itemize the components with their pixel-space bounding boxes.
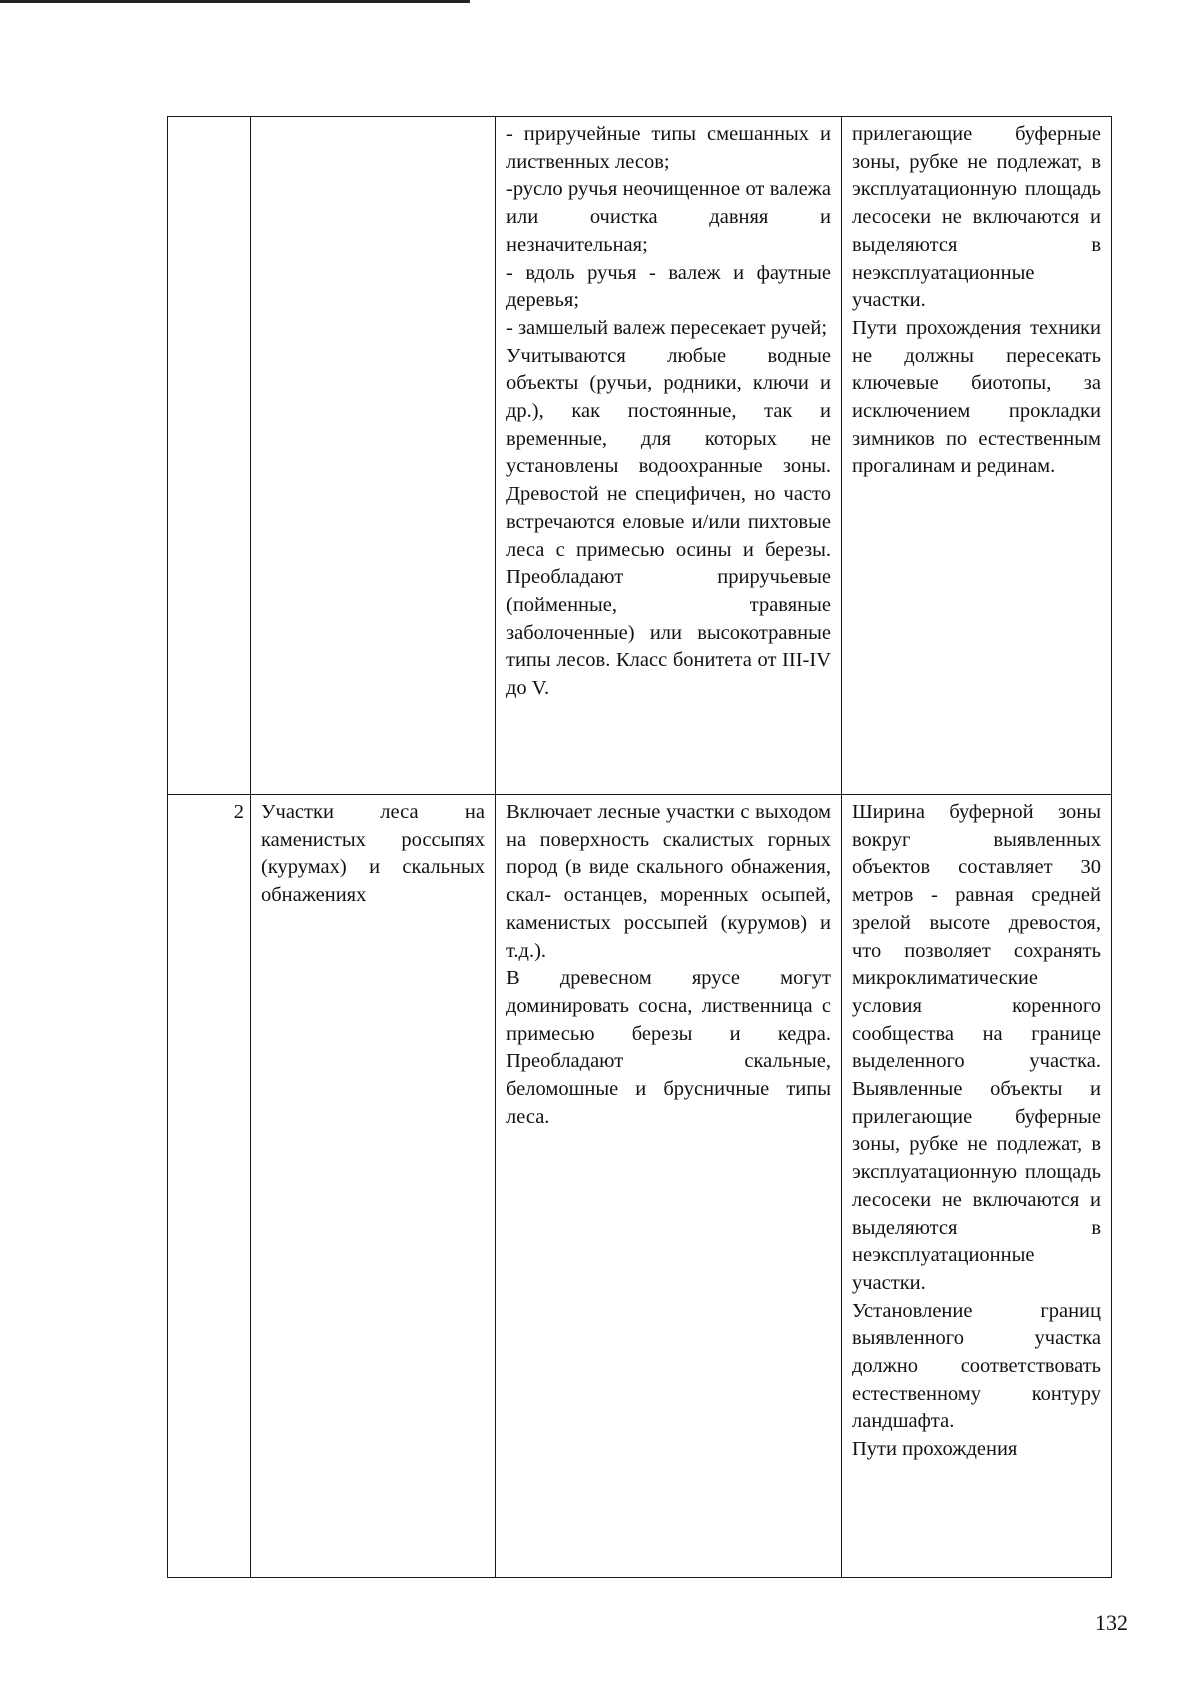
table-row [168, 117, 1112, 795]
row-number-cell: 2 [168, 795, 251, 1578]
rules-paragraph: Пути прохождения техники не должны пересекать ключевые биотопы, за исключением прокладки зимников по естественным прогалинам и рединам. [852, 316, 1101, 478]
biotope-name-cell: Участки леса на каменистых россыпях (курумах) и скальных обнажениях [251, 795, 496, 1578]
page-number: 132 [1095, 1610, 1128, 1635]
biotope-table [167, 116, 1112, 1578]
description-paragraph: - вдоль ручья - валеж и фаутные деревья; [506, 261, 831, 312]
biotope-name-cell [251, 117, 496, 795]
row-number-cell [168, 117, 251, 795]
description-paragraph: В древесном ярусе могут доминировать сосна, лиственница с примесью березы и кедра. Преобладают скальные, беломошные и брусничные типы леса. [506, 967, 831, 1128]
protection-rules-cell [842, 117, 1112, 795]
rules-paragraph: Ширина буферной зоны вокруг выявленных объектов составляет 30 метров - равная средней зрелой высоте древостоя, что позволяет сохранять микроклиматические условия коренного сообщества на границе выделенного участка. Выявленные объекты и прилегающие буферные зоны, рубке не подлежат, в эксплуатационную площадь лесосеки не включаются и выделяются в неэксплуатационные участки. [852, 801, 1101, 1294]
description-paragraph: - замшелый валеж пересекает ручей; [506, 316, 828, 339]
description-paragraph: Включает лесные участки с выходом на поверхность скалистых горных пород (в виде скального обнажения, скал- останцев, моренных осыпей, каменистых россыпей (курумов) и т.д.). [506, 801, 831, 962]
biotope-description-cell [496, 117, 842, 795]
table-row [168, 795, 1112, 1578]
description-paragraph: -русло ручья неочищенное от валежа или очистка давняя и незначительная; [506, 178, 831, 256]
protection-rules-cell [842, 795, 1112, 1578]
scan-top-rule [0, 0, 470, 3]
biotope-description-cell [496, 795, 842, 1578]
rules-paragraph: Установление границ выявленного участка должно соответствовать естественному контуру ландшафта. [852, 1299, 1101, 1433]
description-paragraph: Учитываются любые водные объекты (ручьи, родники, ключи и др.), как постоянные, так и временные, для которых не установлены водоохранные зоны. Древостой не специфичен, но часто встречаются еловые и/или пихтовые леса с примесью осины и березы. Преобладают приручьевые (пойменные, травяные заболоченные) или высокотравные типы лесов. Класс бонитета от III-IV до V. [506, 344, 831, 700]
rules-paragraph: Пути прохождения [852, 1438, 1018, 1461]
rules-paragraph: прилегающие буферные зоны, рубке не подлежат, в эксплуатационную площадь лесосеки не включаются и выделяются в неэксплуатационные участки. [852, 123, 1101, 312]
description-paragraph: - приручейные типы смешанных и лиственных лесов; [506, 123, 831, 173]
